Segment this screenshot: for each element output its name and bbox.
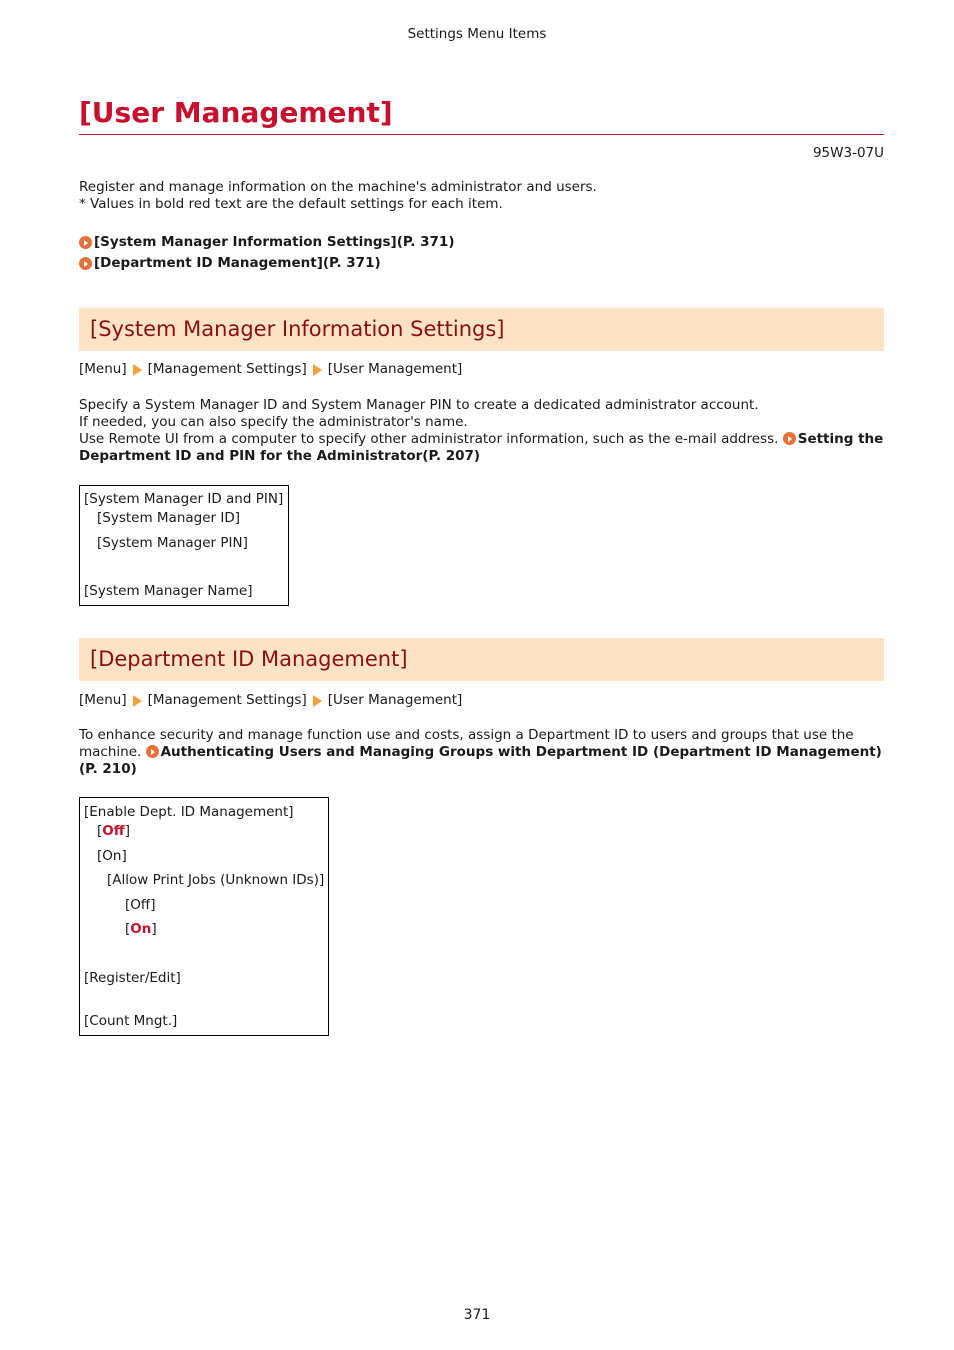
running-header: Settings Menu Items: [407, 26, 547, 42]
breadcrumb-item: [Menu]: [79, 361, 127, 377]
link-system-manager[interactable]: [79, 234, 455, 251]
link-arrow-icon: [79, 236, 92, 249]
description-line: To enhance security and manage function use and costs, assign a Department ID to users and groups that use the: [79, 727, 854, 743]
page-title: [User Management]: [79, 94, 884, 135]
menu-item: [System Manager Name]: [84, 583, 253, 599]
description-text: machine.: [79, 744, 142, 760]
breadcrumb-item: [User Management]: [327, 692, 463, 708]
menu-item: [On]: [97, 848, 127, 864]
breadcrumb: [79, 692, 462, 709]
menu-item: [Count Mngt.]: [84, 1013, 178, 1029]
menu-item: [Register/Edit]: [84, 970, 181, 986]
menu-item: [System Manager ID and PIN]: [84, 491, 284, 507]
menu-item-default: [On]: [125, 921, 157, 937]
breadcrumb-item: [Menu]: [79, 692, 127, 708]
inline-link[interactable]: Setting the: [797, 431, 884, 447]
menu-item: [Off]: [125, 897, 156, 913]
link-text: [Department ID Management](P. 371): [94, 255, 381, 271]
breadcrumb-arrow-icon: [313, 364, 322, 376]
menu-item: [Allow Print Jobs (Unknown IDs)]: [107, 872, 325, 888]
inline-link[interactable]: Department ID and PIN for the Administrator(P. 207): [79, 448, 481, 464]
menu-tree-system-manager: [79, 485, 289, 606]
section-description: [79, 727, 884, 778]
link-department-id[interactable]: [79, 255, 381, 272]
description-text: Use Remote UI from a computer to specify other administrator information, such as the e-mail address.: [79, 431, 779, 447]
breadcrumb-arrow-icon: [133, 695, 142, 707]
document-id: 95W3-07U: [812, 145, 884, 161]
breadcrumb-arrow-icon: [133, 364, 142, 376]
breadcrumb-item: [User Management]: [327, 361, 463, 377]
breadcrumb: [79, 361, 462, 378]
link-arrow-icon: [79, 257, 92, 270]
section-heading-department-id: [Department ID Management]: [79, 638, 884, 681]
breadcrumb-item: [Management Settings]: [147, 692, 307, 708]
menu-tree-department-id: [79, 797, 329, 1036]
inline-link[interactable]: Authenticating Users and Managing Groups with Department ID (Department ID Management): [160, 744, 882, 760]
default-value: Off: [102, 823, 125, 839]
menu-item: [System Manager ID]: [97, 510, 241, 526]
link-arrow-icon: [146, 745, 159, 758]
description-line: Specify a System Manager ID and System Manager PIN to create a dedicated administrator account.: [79, 397, 759, 413]
breadcrumb-item: [Management Settings]: [147, 361, 307, 377]
page-number: 371: [463, 1307, 491, 1323]
menu-item: [System Manager PIN]: [97, 535, 248, 551]
intro-line: Register and manage information on the machine's administrator and users.: [79, 179, 597, 195]
section-heading-system-manager: [System Manager Information Settings]: [79, 308, 884, 351]
link-arrow-icon: [783, 432, 796, 445]
description-line: [79, 744, 884, 761]
menu-item-default: [Off]: [97, 823, 130, 839]
menu-item: [Enable Dept. ID Management]: [84, 804, 294, 820]
link-text: [System Manager Information Settings](P. 371): [94, 234, 455, 250]
inline-link[interactable]: (P. 210): [79, 761, 137, 777]
description-line: [79, 431, 884, 448]
breadcrumb-arrow-icon: [313, 695, 322, 707]
intro-line: * Values in bold red text are the default settings for each item.: [79, 196, 503, 212]
section-description: [79, 397, 884, 465]
intro-text: [79, 179, 884, 213]
default-value: On: [130, 921, 152, 937]
description-line: If needed, you can also specify the administrator's name.: [79, 414, 468, 430]
